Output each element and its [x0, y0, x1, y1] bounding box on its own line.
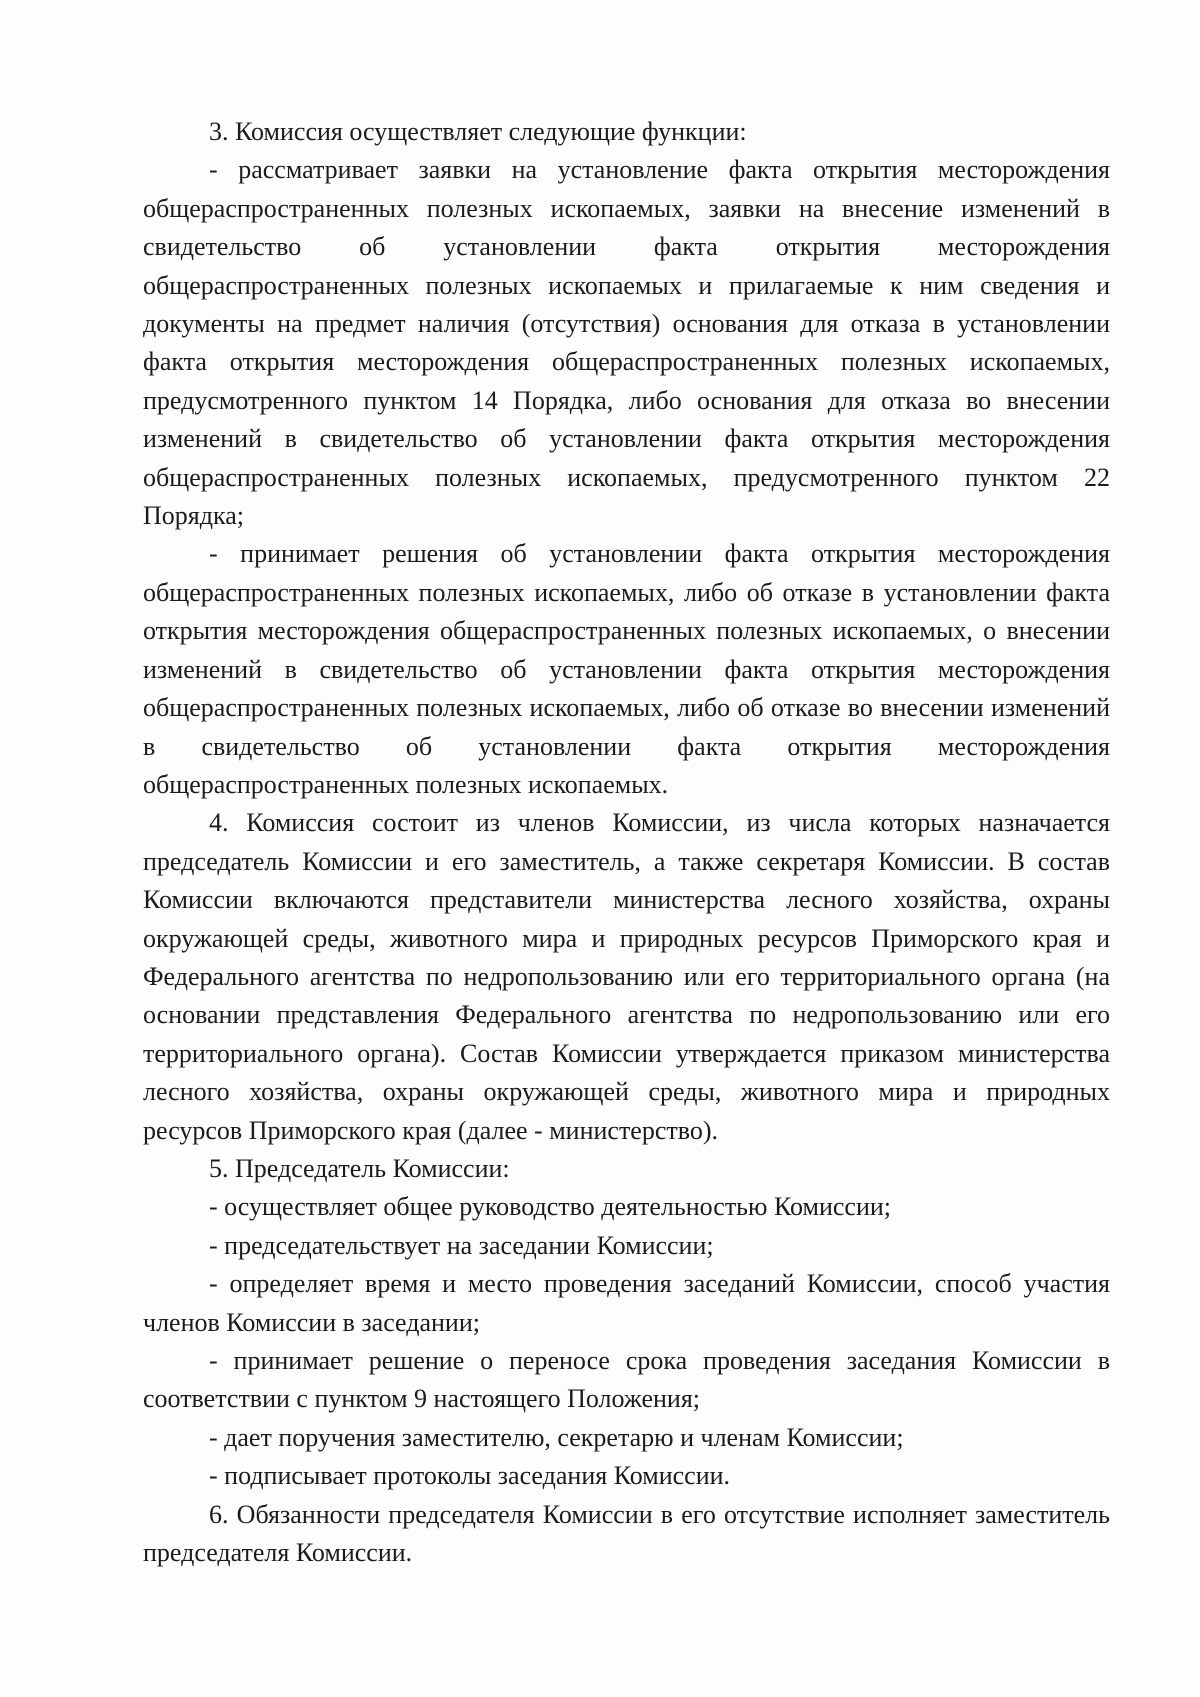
paragraph-3-item-1: - рассматривает заявки на установление факта открытия месторождения общераспространенных полезных ископаемых, заявки на внесение изменений в свидетельство об установлении факта открытия месторождения общераспространенных полезных ископаемых и прилагаемые к ним сведения и документы на предмет наличия (отсутствия) основания для отказа в установлении факта открытия месторождения общераспространенных полезных ископаемых, предусмотренного пунктом 14 Порядка, либо основания для отказа во внесении изменений в свидетельство об установлении факта открытия месторождения общераспространенных полезных ископаемых, предусмотренного пунктом 22 Порядка;	[143, 155, 1110, 531]
paragraph-5-item-3: - определяет время и место проведения заседаний Комиссии, способ участия членов Комиссии в заседании;	[143, 1269, 1110, 1337]
paragraph-5-item-2: - председательствует на заседании Комиссии;	[209, 1230, 714, 1260]
paragraph-5-item-6: - подписывает протоколы заседания Комиссии.	[209, 1461, 731, 1491]
paragraph-4: 4. Комиссия состоит из членов Комиссии, из числа которых назначается председатель Комиссии и его заместитель, а также секретаря Комиссии. В состав Комиссии включаются представители министерства лесного хозяйства, охраны окружающей среды, животного мира и природных ресурсов Приморского края и Федерального агентства по недропользованию или его территориального органа (на основании представления Федерального агентства по недропользованию или его территориального органа). Состав Комиссии утверждается приказом министерства лесного хозяйства, охраны окружающей среды, животного мира и природных ресурсов Приморского края (далее - министерство).	[143, 808, 1110, 1145]
paragraph-5-heading: 5. Председатель Комиссии:	[209, 1153, 510, 1183]
document-body	[143, 113, 1110, 1572]
paragraph-3-heading: 3. Комиссия осуществляет следующие функции:	[209, 117, 747, 146]
paragraph-5-item-4: - принимает решение о переносе срока проведения заседания Комиссии в соответствии с пунктом 9 настоящего Положения;	[143, 1346, 1110, 1414]
paragraph-3-item-2: - принимает решения об установлении факта открытия месторождения общераспространенных полезных ископаемых, либо об отказе в установлении факта открытия месторождения общераспространенных полезных ископаемых, о внесении изменений в свидетельство об установлении факта открытия месторождения общераспространенных полезных ископаемых, либо об отказе во внесении изменений в свидетельство об установлении факта открытия месторождения общераспространенных полезных ископаемых.	[143, 539, 1110, 799]
paragraph-6: 6. Обязанности председателя Комиссии в его отсутствие исполняет заместитель председателя Комиссии.	[143, 1499, 1110, 1568]
paragraph-5-item-1: - осуществляет общее руководство деятельностью Комиссии;	[209, 1192, 892, 1222]
paragraph-5-item-5: - дает поручения заместителю, секретарю и членам Комиссии;	[209, 1422, 904, 1452]
